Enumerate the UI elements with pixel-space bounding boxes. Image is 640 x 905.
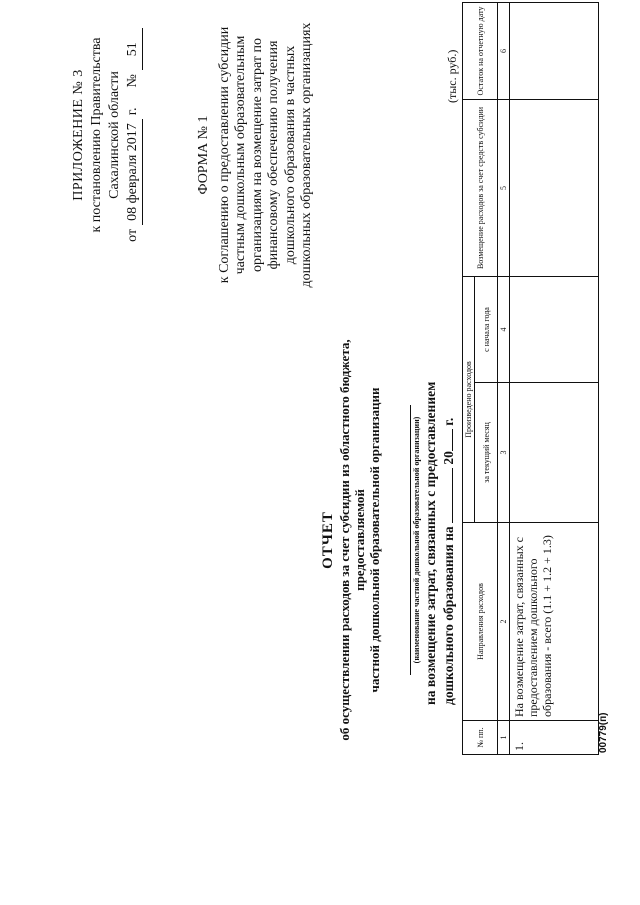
appendix-date-rest: февраля 2017 [125,123,140,204]
report-heading [320,315,457,765]
report-subtitle-2: частной дошкольной образовательной организации [367,387,382,693]
index-cell: 4 [498,276,510,382]
row-direction: На возмещение затрат, связанных с предоставлением дошкольного образования - всего (1.1 + 1.2 + 1.3) [510,523,599,721]
appendix-date [124,119,143,225]
report-year-prefix: 20 [441,451,456,465]
report-table [462,2,599,755]
form-line: к Соглашению о предоставлении субсидии [216,26,232,284]
row-balance [510,2,599,99]
row-since-year-start [510,276,599,382]
report-year-blank [452,429,453,451]
org-name-caption: (наименование частной дошкольной образовательной организации) [410,405,421,675]
appendix-line-1: к постановлению Правительства [89,37,104,233]
document-stamp: 00779(п) [598,712,609,753]
header-produced: Произведено расходов [463,276,475,522]
table-row [510,2,599,754]
report-subtitle-1: об осуществлении расходов за счет субсидии из областного бюджета, предоставляемой [337,339,367,741]
appendix-from: от [125,228,140,242]
table-header-row [463,2,475,754]
report-line-4-prefix: дошкольного образования на [441,526,456,705]
table-index-row [498,2,510,754]
form-block [196,5,316,305]
index-cell: 1 [498,721,510,755]
header-directions: Направления расходов [463,523,498,721]
form-line: дошкольных образовательных организациях [299,22,314,288]
report-period-blank [452,468,453,523]
form-line: частным дошкольным образовательным [233,35,248,275]
units-label: (тыс. руб.) [445,49,459,103]
header-num: № пп. [463,721,498,755]
header-since-year-start: с начала года [475,276,498,382]
report-line-4 [441,315,457,765]
appendix-date-line [124,5,143,265]
index-cell: 5 [498,99,510,276]
form-line: организациям на возмещение затрат по [249,38,265,272]
index-cell: 2 [498,523,510,721]
report-line-3: на возмещение затрат, связанных с предоставлением [423,381,438,705]
form-line: дошкольного образования в частных [282,45,298,265]
form-line: финансовому обеспечению получения [266,40,281,270]
index-cell: 3 [498,383,510,523]
row-current-month [510,383,599,523]
appendix-title: ПРИЛОЖЕНИЕ № 3 [71,69,86,201]
row-reimbursement [510,99,599,276]
appendix-header [70,5,143,265]
header-current-month: за текущий месяц [475,383,498,523]
form-title: ФОРМА № 1 [196,115,211,195]
row-num: 1. [510,721,599,755]
header-reimbursement: Возмещение расходов за счет средств субсидии [463,99,498,276]
report-title: ОТЧЕТ [320,511,336,569]
appendix-date-day: 08 [125,206,140,221]
appendix-number: 51 [124,28,143,70]
appendix-line-2: Сахалинской области [107,71,122,199]
report-line-4-suffix: г. [441,417,456,426]
header-balance: Остаток на отчетную дату [463,2,498,99]
appendix-number-label: № [125,74,140,88]
index-cell: 6 [498,2,510,99]
appendix-year-suffix: г. [125,107,140,116]
